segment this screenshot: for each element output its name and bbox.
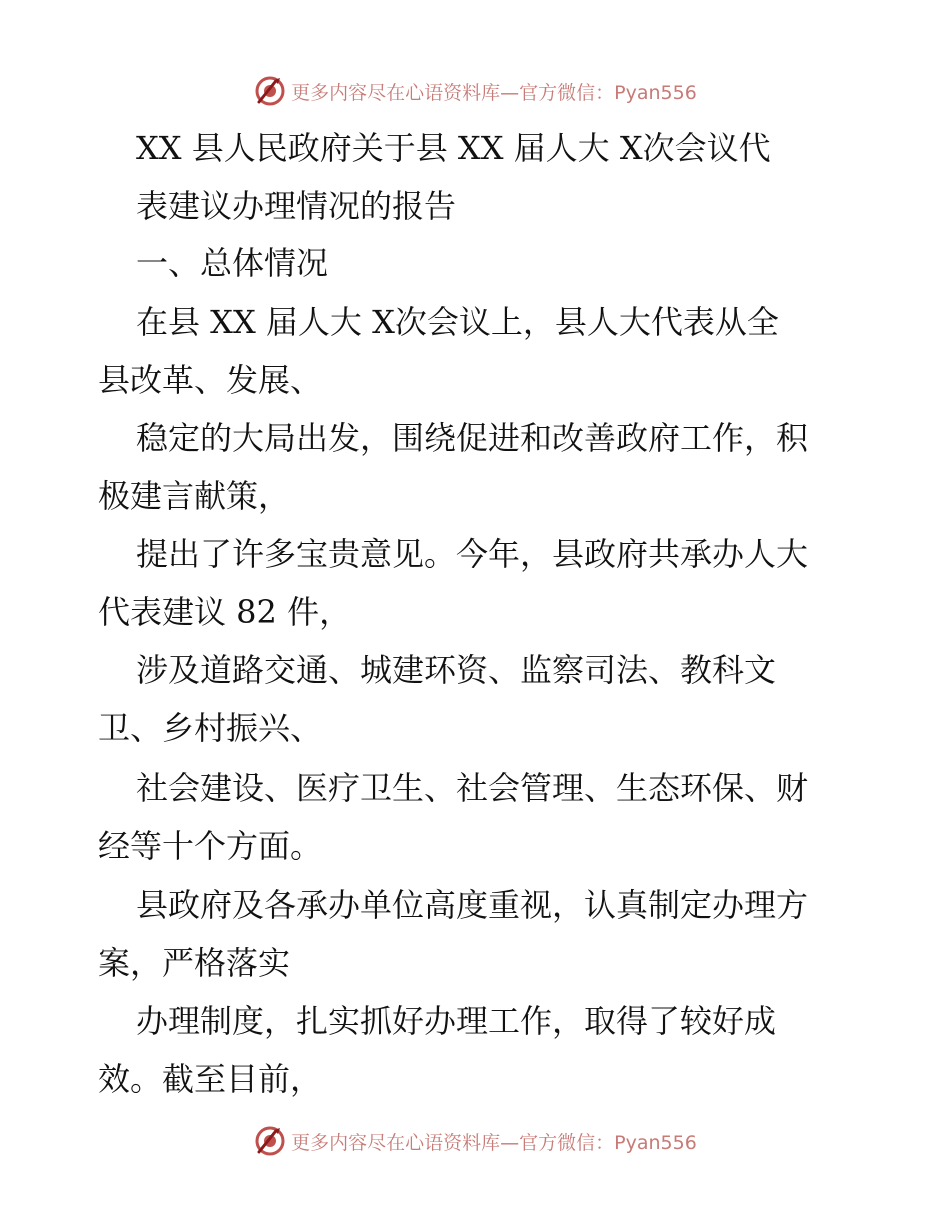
body-line: 县改革、发展、 (98, 361, 323, 399)
body-line: 社会建设、医疗卫生、社会管理、生态环保、财 (136, 769, 809, 807)
body-line: 案，严格落实 (98, 944, 291, 982)
body-line: 在县 XX 届人大 X次会议上，县人大代表从全 (136, 303, 779, 341)
body-line: 县政府及各承办单位高度重视，认真制定办理方 (136, 886, 809, 924)
logo-icon (253, 74, 287, 108)
body-line: 稳定的大局出发，围绕促进和改善政府工作，积 (136, 419, 809, 457)
body-line: 经等十个方面。 (98, 827, 323, 865)
body-line: 提出了许多宝贵意见。今年，县政府共承办人大 (136, 535, 809, 573)
section-heading: 一、总体情况 (136, 244, 329, 282)
body-line: 极建言献策， (98, 477, 291, 515)
body-line: 卫、乡村振兴、 (98, 709, 323, 747)
body-line: 效。截至目前， (98, 1060, 323, 1098)
watermark-text: 更多内容尽在心语资料库—官方微信：Pyan556 (291, 81, 697, 104)
header-watermark (0, 71, 950, 111)
body-line: 涉及道路交通、城建环资、监察司法、教科文 (136, 651, 777, 689)
document-title-line-1: XX 县人民政府关于县 XX 届人大 X次会议代 (136, 129, 771, 167)
logo-icon (253, 1124, 287, 1158)
body-line: 代表建议 82 件， (98, 593, 352, 631)
footer-watermark (0, 1121, 950, 1161)
watermark-text: 更多内容尽在心语资料库—官方微信：Pyan556 (291, 1131, 697, 1154)
document-title-line-2: 表建议办理情况的报告 (136, 187, 457, 225)
body-line: 办理制度，扎实抓好办理工作，取得了较好成 (136, 1002, 777, 1040)
